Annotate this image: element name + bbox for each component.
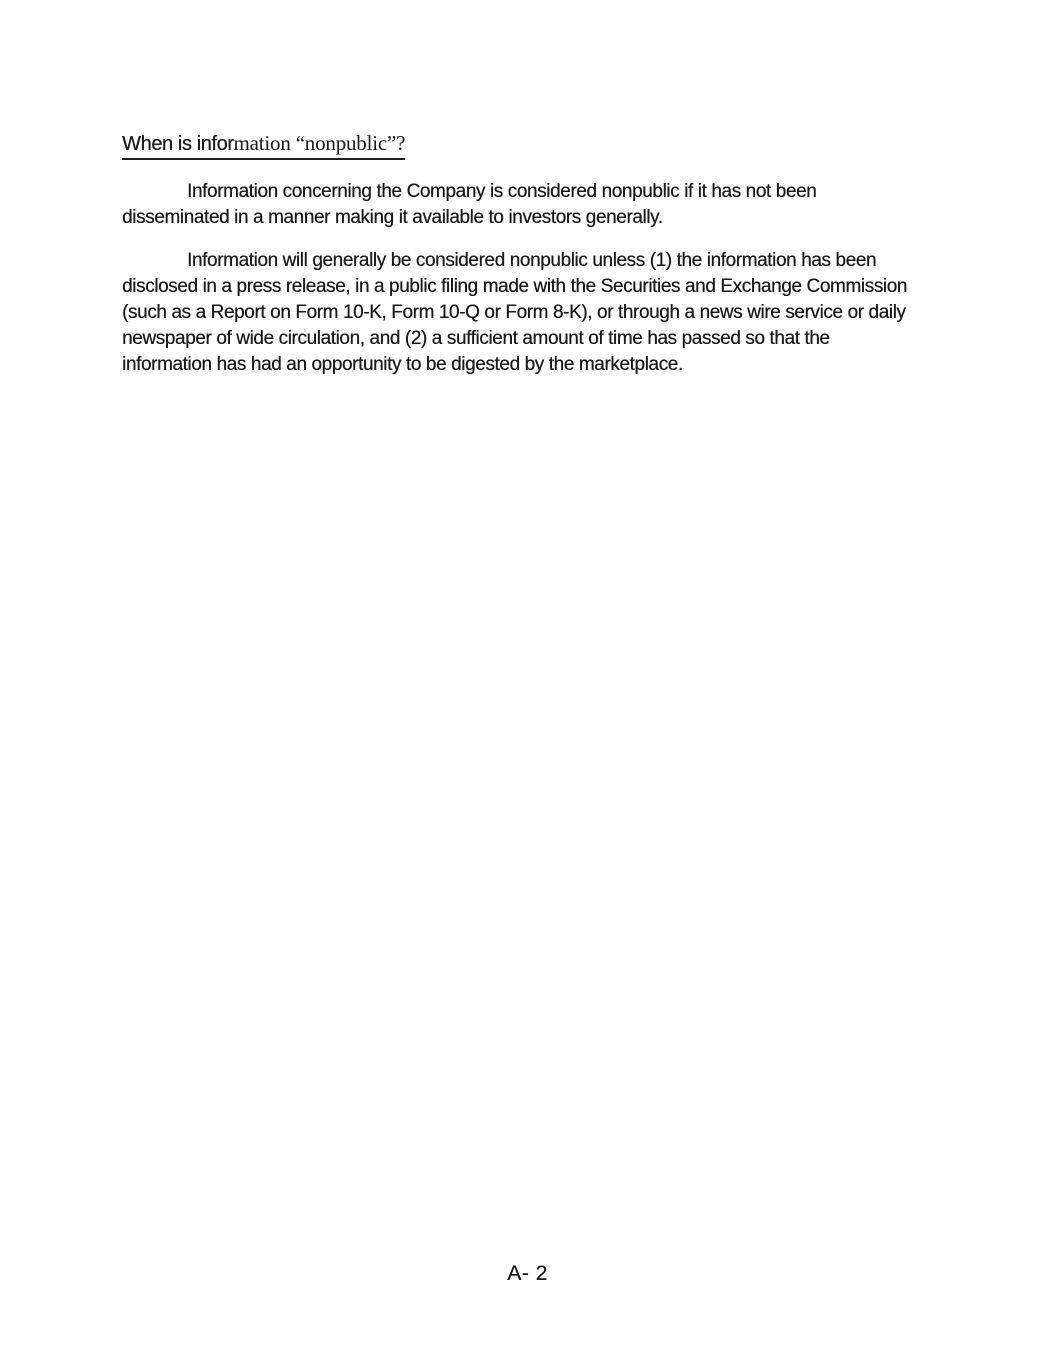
paragraph-nonpublic-criteria [122,248,907,378]
heading-underline [122,131,405,160]
text-line: Information will generally be considered nonpublic unless (1) the information has been [187,250,877,271]
paragraph-nonpublic-definition [122,179,816,231]
text-line: disseminated in a manner making it available to investors generally. [122,207,663,228]
text-line: information has had an opportunity to be digested by the marketplace. [122,354,683,375]
page-footer [0,1262,1055,1286]
text-line: disclosed in a press release, in a public filing made with the Securities and Exchange Commission [122,276,907,297]
text-line: Information concerning the Company is considered nonpublic if it has not been [187,181,817,202]
text-line: newspaper of wide circulation, and (2) a sufficient amount of time has passed so that the [122,328,830,349]
section-heading [122,131,405,160]
heading-text-sans: When is infor [122,133,234,155]
page-number: A- 2 [507,1262,548,1285]
text-line: (such as a Report on Form 10-K, Form 10-Q or Form 8-K), or through a news wire service or daily [122,302,906,323]
heading-text-serif: mation “nonpublic”? [233,131,406,155]
